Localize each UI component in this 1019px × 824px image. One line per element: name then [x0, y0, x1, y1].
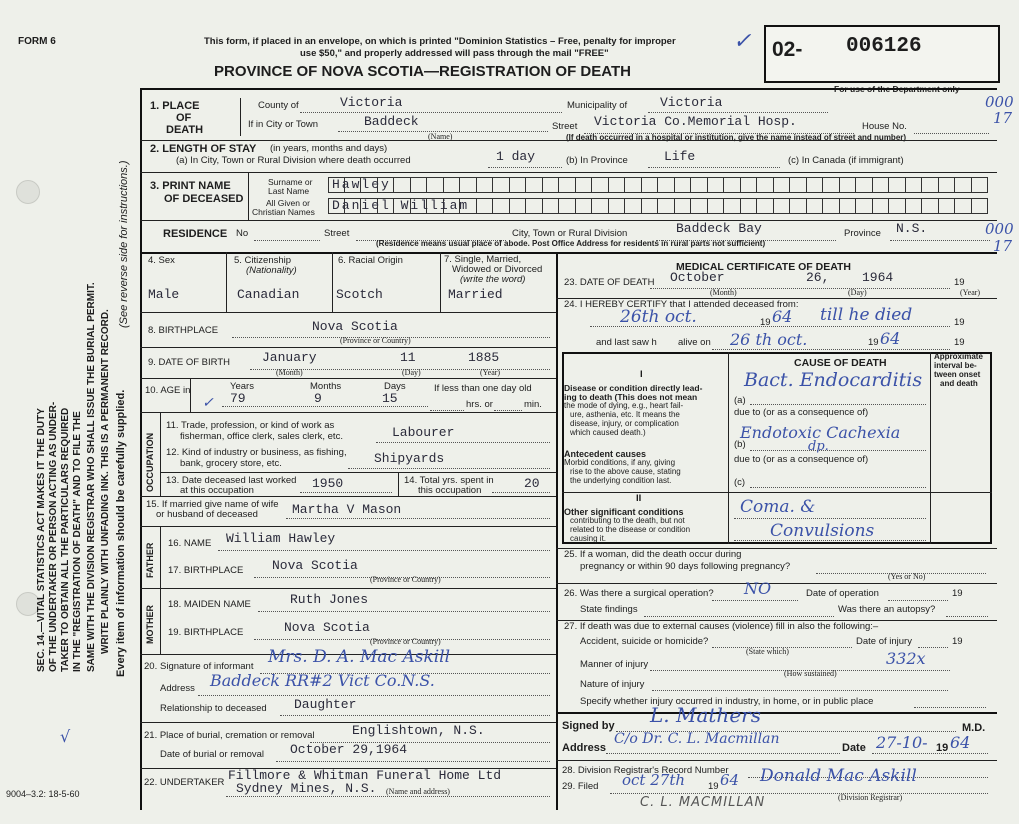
- informant-signature: Mrs. D. A. Mac Askill: [268, 647, 451, 667]
- last-worked-label-1: 13. Date deceased last worked: [166, 475, 297, 486]
- hospital-note: (If death occurred in a hospital or institution, give the name instead of street and number): [566, 133, 907, 142]
- mother-birthplace-label: 19. BIRTHPLACE: [168, 627, 244, 638]
- residence-label: RESIDENCE: [163, 228, 228, 240]
- physician-address: C/o Dr. C. L. Macmillan: [614, 731, 780, 747]
- father-name-label: 16. NAME: [168, 538, 212, 549]
- surname-grid: [328, 177, 988, 193]
- yes-no-caption: (Yes or No): [888, 572, 926, 581]
- citizenship-value: Canadian: [237, 287, 300, 302]
- father-birthplace-label: 17. BIRTHPLACE: [168, 565, 244, 576]
- form-top-border: [140, 88, 997, 90]
- column-divider: [556, 252, 558, 810]
- manner-code: 332x: [886, 649, 926, 668]
- form-left-border: [140, 88, 142, 810]
- informant-sig-label: Signature of informant: [160, 661, 254, 672]
- stay-b-value: Life: [664, 149, 696, 164]
- disease-1: Disease or condition directly lead-: [564, 383, 703, 393]
- other-cause-2: Convulsions: [770, 521, 875, 541]
- surgery-value: NO: [744, 579, 772, 598]
- death-date-day: 26,: [806, 270, 830, 285]
- how-caption: (How sustained): [784, 669, 837, 678]
- alive-on-label: alive on: [678, 337, 711, 348]
- house-no-label: House No.: [862, 121, 907, 132]
- informant-number: 20.: [144, 661, 158, 672]
- mother-birthplace-caption: (Province or Country): [370, 637, 441, 646]
- cause-a-label: (a): [734, 395, 746, 406]
- hrs-label: hrs. or: [466, 399, 493, 410]
- stay-sub: (in years, months and days): [270, 143, 388, 154]
- stay-b-label: (b) In Province: [566, 155, 628, 166]
- birthplace-value: Nova Scotia: [312, 319, 398, 334]
- physician-address-label: Address: [562, 742, 607, 754]
- death-date-month: October: [670, 270, 725, 285]
- medical-title: MEDICAL CERTIFICATE OF DEATH: [676, 261, 851, 273]
- dob-day-caption: (Day): [402, 368, 421, 377]
- external-label: 27. If death was due to external causes (violence) fill in also the following:–: [564, 621, 879, 632]
- death-date-year: 1964: [862, 270, 894, 285]
- pregnancy-label-2: pregnancy or within 90 days following pregnancy?: [580, 561, 791, 572]
- city-town-label: If in City or Town: [248, 119, 319, 130]
- registrar-signature: Donald Mac Askill: [760, 766, 917, 786]
- date-injury-label: Date of injury: [856, 636, 912, 647]
- age-years-label: Years: [230, 381, 254, 392]
- name-label-2: OF DECEASED: [164, 193, 244, 205]
- other-1: Other significant conditions: [564, 507, 684, 517]
- mother-maiden-value: Ruth Jones: [290, 592, 369, 607]
- dob-label: 9. DATE OF BIRTH: [148, 357, 230, 368]
- citizenship-label: 5. Citizenship: [234, 255, 292, 266]
- father-birthplace-caption: (Province or Country): [370, 575, 441, 584]
- side-line-8: (See reverse side for instructions.): [118, 160, 130, 328]
- registrar-caption: (Division Registrar): [838, 793, 903, 802]
- surname-value: Hawley: [332, 177, 391, 192]
- trade-value: Labourer: [392, 425, 455, 440]
- alive-19b: 19: [954, 337, 965, 348]
- given-label-2: Christian Names: [252, 207, 315, 217]
- place-street-value: Victoria Co.Memorial Hosp.: [594, 114, 797, 129]
- death-year-caption: (Year): [960, 288, 981, 297]
- marital-label-2: Widowed or Divorced: [452, 264, 543, 275]
- side-check-mark: √: [60, 727, 71, 746]
- marital-value: Married: [448, 287, 503, 302]
- informant-address-label: Address: [160, 683, 195, 694]
- last-saw-label: and last saw h: [596, 337, 657, 348]
- cause-b-value: Endotoxic Cachexia: [740, 423, 901, 442]
- racial-label: 6. Racial Origin: [338, 255, 403, 266]
- other-4: causing it.: [570, 534, 607, 543]
- residence-no-label: No: [236, 228, 249, 239]
- industry-value: Shipyards: [374, 451, 445, 466]
- cause-title: CAUSE OF DEATH: [794, 357, 887, 369]
- county-value: Victoria: [340, 95, 403, 110]
- registration-number: 006126: [846, 35, 922, 58]
- registration-prefix: 02-: [772, 38, 803, 61]
- undertaker-caption: (Name and address): [386, 787, 450, 796]
- accident-label: Accident, suicide or homicide?: [580, 636, 709, 647]
- side-line-4: IN THE "REGISTRATION OF DEATH" AND TO FILE THE: [72, 411, 83, 672]
- death-date-label: 23. DATE OF DEATH: [564, 277, 655, 288]
- birthplace-caption: (Province or Country): [340, 336, 411, 345]
- disease-2: ing to death (This does not mean: [564, 392, 698, 402]
- industry-label-1: 12. Kind of industry or business, as fishing,: [166, 447, 347, 458]
- total-years-label-1: 14. Total yrs. spent in: [404, 475, 494, 486]
- antecedent-4: the underlying condition last.: [570, 476, 672, 485]
- alive-year: 64: [880, 329, 901, 348]
- side-line-3: TAKER TO OBTAIN ALL THE PARTICULARS REQUIRED: [60, 407, 71, 672]
- form-title: PROVINCE OF NOVA SCOTIA—REGISTRATION OF DEATH: [214, 63, 631, 80]
- age-label: 10. AGE in: [145, 385, 191, 396]
- antecedent-3: rise to the above cause, stating: [570, 467, 681, 476]
- dob-year: 1885: [468, 350, 500, 365]
- sign-year: 64: [950, 733, 971, 752]
- stay-a-value: 1 day: [496, 149, 536, 164]
- municipality-value: Victoria: [660, 95, 723, 110]
- date-injury-19: 19: [952, 636, 963, 647]
- pregnancy-label-1: 25. If a woman, did the death occur during: [564, 549, 742, 560]
- last-worked-label-2: at this occupation: [180, 485, 254, 496]
- filed-19: 19: [708, 781, 719, 792]
- dept-code-4: 17: [993, 237, 1013, 255]
- burial-date-value: October 29,1964: [290, 742, 408, 757]
- burial-place-value: Englishtown, N.S.: [352, 723, 485, 738]
- physician-signature: L. Mathers: [650, 703, 761, 727]
- specify-label: Specify whether injury occurred in industry, in home, or in public place: [580, 696, 874, 707]
- filed-label: 29. Filed: [562, 781, 599, 792]
- surgery-label: 26. Was there a surgical operation?: [564, 588, 714, 599]
- name-caption: (Name): [428, 132, 453, 141]
- form-footer-code: 9004–3.2: 18-5-60: [6, 789, 80, 799]
- relationship-label: Relationship to deceased: [160, 703, 267, 714]
- disease-5: disease, injury, or complication: [570, 419, 679, 428]
- attended-till: till he died: [820, 305, 913, 325]
- total-years-label-2: this occupation: [418, 485, 482, 496]
- last-worked-value: 1950: [312, 476, 344, 491]
- sex-value: Male: [148, 287, 180, 302]
- spouse-label-2: or husband of deceased: [156, 509, 258, 520]
- alive-19: 19: [868, 337, 879, 348]
- mother-maiden-label: 18. MAIDEN NAME: [168, 599, 251, 610]
- stay-c-label: (c) In Canada (if immigrant): [788, 155, 904, 166]
- occupation-side-label: OCCUPATION: [145, 432, 155, 492]
- approx-1: Approximate: [934, 352, 983, 361]
- place-street-label: Street: [552, 121, 578, 132]
- approx-2: interval be-: [934, 361, 977, 370]
- birthplace-label: 8. BIRTHPLACE: [148, 325, 219, 336]
- manner-label: Manner of injury: [580, 659, 649, 670]
- county-label: County of: [258, 100, 299, 111]
- cause-b-label: (b): [734, 439, 746, 450]
- disease-4: ure, asthenia, etc. It means the: [570, 410, 680, 419]
- dob-year-caption: (Year): [480, 368, 501, 377]
- attended-from: 26th oct.: [620, 307, 697, 327]
- attended-19: 19: [760, 317, 771, 328]
- age-months: 9: [314, 391, 322, 406]
- spouse-value: Martha V Mason: [292, 502, 402, 517]
- undertaker-address: Sydney Mines, N.S.: [236, 781, 377, 796]
- less-than-day-label: If less than one day old: [434, 383, 532, 394]
- date-op-label: Date of operation: [806, 588, 879, 599]
- place-label-2: OF: [176, 112, 192, 124]
- death-date-19: 19: [954, 277, 965, 288]
- dob-day: 11: [400, 350, 416, 365]
- place-bracket: [240, 98, 241, 136]
- death-day-caption: (Day): [848, 288, 867, 297]
- department-use-label: For use of the Department only: [834, 84, 960, 94]
- side-line-5: SAME WITH THE DIVISION REGISTRAR WHO SHALL ISSUE THE BURIAL PERMIT.: [86, 282, 97, 672]
- physician-stamp: C. L. MACMILLAN: [640, 795, 766, 810]
- dob-month: January: [262, 350, 317, 365]
- roman-two: II: [636, 493, 642, 504]
- father-birthplace-value: Nova Scotia: [272, 558, 358, 573]
- other-2: contributing to the death, but not: [570, 516, 685, 525]
- trade-label-1: 11. Trade, profession, or kind of work as: [166, 420, 335, 431]
- racial-value: Scotch: [336, 287, 383, 302]
- approx-3: tween onset: [934, 370, 981, 379]
- residence-city-label: City, Town or Rural Division: [512, 228, 628, 239]
- age-months-label: Months: [310, 381, 342, 392]
- dob-month-caption: (Month): [276, 368, 303, 377]
- antecedent-1: Antecedent causes: [564, 449, 647, 459]
- other-3: related to the disease or condition: [570, 525, 691, 534]
- age-years: 79: [230, 391, 246, 406]
- burial-date-label: Date of burial or removal: [160, 749, 265, 760]
- surname-label-2: Last Name: [268, 186, 310, 196]
- attended-year: 64: [772, 307, 793, 326]
- mother-side-label: MOTHER: [145, 605, 155, 644]
- name-label-1: 3. PRINT NAME: [150, 180, 231, 192]
- trade-label-2: fisherman, office clerk, sales clerk, etc.: [180, 431, 343, 442]
- spouse-label-1: 15. If married give name of wife: [146, 499, 279, 510]
- father-side-label: FATHER: [145, 542, 155, 578]
- other-cause-1: Coma. &: [740, 497, 816, 517]
- cause-a-value: Bact. Endocarditis: [744, 369, 923, 391]
- age-days: 15: [382, 391, 398, 406]
- sign-date-label: Date: [842, 742, 866, 754]
- stay-label: 2. LENGTH OF STAY: [150, 143, 257, 155]
- disease-3: the mode of dying, e.g., heart fail-: [564, 401, 684, 410]
- residence-street-label: Street: [324, 228, 350, 239]
- signed-by-label: Signed by: [562, 720, 615, 732]
- date-op-19: 19: [952, 588, 963, 599]
- form-number: FORM 6: [18, 36, 56, 47]
- nature-label: Nature of injury: [580, 679, 645, 690]
- undertaker-label: 22. UNDERTAKER: [144, 777, 225, 788]
- city-town-value: Baddeck: [364, 114, 419, 129]
- approx-4: and death: [940, 379, 978, 388]
- sex-label: 4. Sex: [148, 255, 175, 266]
- alive-on-date: 26 th oct.: [730, 330, 808, 349]
- place-label-1: 1. PLACE: [150, 100, 200, 112]
- filed-date: oct 27th: [622, 771, 686, 789]
- mail-notice: This form, if placed in an envelope, on which is printed "Dominion Statistics – Free, penalty for improper: [204, 36, 676, 47]
- sign-date: 27-10-: [876, 733, 928, 752]
- state-which-caption: (State which): [746, 647, 789, 656]
- cause-b-extra: dp.: [808, 439, 829, 454]
- min-label: min.: [524, 399, 542, 410]
- side-line-7: Every item of information should be carefully supplied.: [115, 389, 127, 677]
- marital-label-3: (write the word): [460, 274, 526, 285]
- certify-label: 24. I HEREBY CERTIFY that I attended deceased from:: [564, 299, 799, 310]
- informant-address: Baddeck RR#2 Vict Co.N.S.: [210, 671, 435, 690]
- age-days-label: Days: [384, 381, 406, 392]
- record-number-label: 28. Division Registrar's Record Number: [562, 765, 729, 776]
- father-name-value: William Hawley: [226, 531, 336, 546]
- residence-province-label: Province: [844, 228, 881, 239]
- total-years-value: 20: [524, 476, 540, 491]
- dept-code-1: 000: [985, 93, 1014, 111]
- reg-tick-mark: ✓: [733, 29, 752, 54]
- residence-city-value: Baddeck Bay: [676, 221, 762, 236]
- burial-place-label: 21. Place of burial, cremation or removal: [144, 730, 315, 741]
- undertaker-name: Fillmore & Whitman Funeral Home Ltd: [228, 768, 502, 783]
- findings-label: State findings: [580, 604, 638, 615]
- due-to-2: due to (or as a consequence of): [734, 454, 869, 465]
- mother-birthplace-value: Nova Scotia: [284, 620, 370, 635]
- side-line-2: OF THE UNDERTAKER OR PERSON ACTING AS UNDER-: [48, 401, 59, 672]
- surname-label-1: Surname or: [268, 177, 313, 187]
- due-to-1: due to (or as a consequence of): [734, 407, 869, 418]
- side-line-1: SEC. 14.—VITAL STATISTICS ACT MAKES IT THE DUTY: [36, 408, 47, 672]
- dept-code-2: 17: [993, 109, 1013, 127]
- industry-label-2: bank, grocery store, etc.: [180, 458, 282, 469]
- antecedent-2: Morbid conditions, if any, giving: [564, 458, 676, 467]
- mail-notice-2: use $50," and properly addressed will pass through the mail "FREE": [300, 48, 609, 59]
- given-value: Daniel William: [332, 198, 470, 213]
- citizenship-sub: (Nationality): [246, 265, 297, 276]
- side-line-6: WRITE PLAINLY WITH UNFADING INK. THIS IS A PERMANENT RECORD.: [100, 309, 111, 654]
- roman-one: I: [640, 369, 643, 380]
- residence-province-value: N.S.: [896, 221, 928, 236]
- autopsy-label: Was there an autopsy?: [838, 604, 936, 615]
- municipality-label: Municipality of: [567, 100, 628, 111]
- cause-c-label: (c): [734, 477, 746, 488]
- stay-a-label: (a) In City, Town or Rural Division where death occurred: [176, 155, 411, 166]
- given-label-1: All Given or: [266, 198, 310, 208]
- filed-year: 64: [720, 771, 740, 789]
- disease-6: which caused death.): [570, 428, 646, 437]
- sign-19: 19: [936, 742, 949, 754]
- punch-hole-top: [16, 180, 40, 204]
- relationship-value: Daughter: [294, 697, 357, 712]
- age-check-mark: ✓: [202, 395, 214, 411]
- death-month-caption: (Month): [710, 288, 737, 297]
- attended-19b: 19: [954, 317, 965, 328]
- marital-label-1: 7. Single, Married,: [444, 254, 522, 265]
- place-label-3: DEATH: [166, 124, 204, 136]
- dept-code-3: 000: [985, 220, 1014, 238]
- md-label: M.D.: [962, 722, 986, 734]
- residence-note: (Residence means usual place of abode. Post Office Address for residents in rural parts not sufficient): [376, 239, 766, 248]
